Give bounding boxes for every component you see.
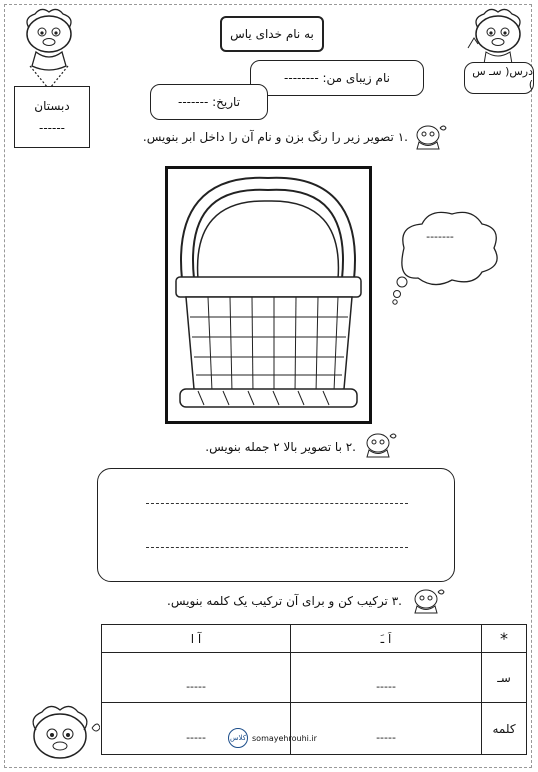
row-label: کلمه [482,703,527,755]
table-header-row [102,625,527,653]
sheep-mascot-icon [20,700,100,772]
question-3-text: .۳ ترکیب کن و برای آن ترکیب یک کلمه بنویس. [167,594,402,608]
page-title: به نام خدای یاس [220,16,324,52]
answer-line [146,547,408,548]
school-blank: ------ [39,121,65,135]
table-header-cell: آ ا [102,625,291,653]
question-2-text: .۲ با تصویر بالا ۲ جمله بنویس. [205,440,356,454]
sentence-answer-box [97,468,455,582]
small-sheep-icon [410,586,446,616]
footer-credit [228,728,317,748]
table-row [102,653,527,703]
sheep-mascot-icon [14,8,84,88]
table-header-cell: اَ ـَ [291,625,482,653]
row-label: سـ [482,653,527,703]
logo-text: کلاس [229,734,247,742]
lesson-label: درس( سـ س ) [464,62,534,94]
answer-line [146,503,408,504]
school-sign [14,86,90,148]
table-cell [291,653,482,703]
basket-icon [168,169,369,421]
table-header-cell: * [482,625,527,653]
cell-blank: ----- [376,731,396,744]
site-logo-icon [228,728,248,748]
cell-blank: ----- [186,731,206,744]
sheep-mascot-icon [462,8,534,66]
date-field: تاریخ: ------- [150,84,268,120]
name-field: نام زیبای من: -------- [250,60,424,96]
table-cell [102,653,291,703]
question-1-text: .۱ تصویر زیر را رنگ بزن و نام آن را داخل ابر بنویس. [142,130,408,144]
thought-cloud-icon [386,208,502,306]
cloud-answer-blank: ------- [426,230,454,243]
school-label: دبستان [34,99,70,113]
cell-blank: ----- [376,680,396,693]
basket-picture-frame [165,166,372,424]
table-cell [291,703,482,755]
site-url[interactable]: somayehrouhi.ir [252,733,317,743]
small-sheep-icon [412,122,448,152]
cell-blank: ----- [186,680,206,693]
small-sheep-icon [362,430,398,460]
